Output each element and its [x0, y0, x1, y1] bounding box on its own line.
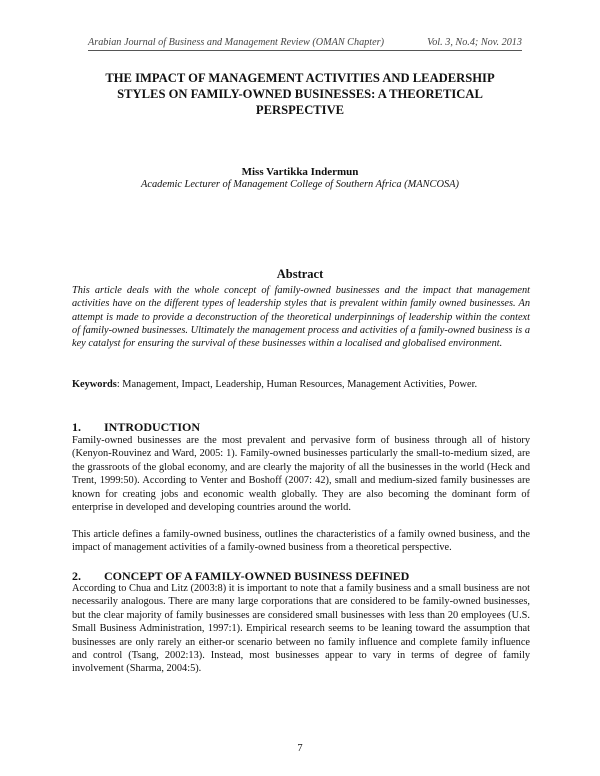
- author-name: Miss Vartikka Indermun: [241, 166, 359, 178]
- concept-paragraph-1: According to Chua and Litz (2003:8) it is important to note that a family business and a small business are not necessarily analogous. There are many large corporations that are considered to be family-owned businesses, but the clear majority of family businesses are considered small businesses with less than 20 employees (U.S. Small Business Administration, 1997:1). Empirical research seems to be leaning toward the assumption that businesses are only rarely an either-or scenario between no family influence and complete family influence and control (Tsang, 2002:13). Instead, most businesses appear to vary in terms of degree of family involvement (Sharma, 2004:5).: [72, 583, 530, 675]
- section-title: CONCEPT OF A FAMILY-OWNED BUSINESS DEFINED: [104, 569, 410, 583]
- section-title: INTRODUCTION: [104, 420, 201, 434]
- abstract-heading: Abstract: [276, 267, 324, 281]
- keywords-text: : Management, Impact, Leadership, Human Resources, Management Activities, Power.: [116, 379, 478, 390]
- running-header: [88, 37, 522, 51]
- header-rule: [88, 50, 522, 51]
- section-number: 1.: [72, 420, 81, 434]
- keywords: [72, 378, 530, 392]
- abstract-text: This article deals with the whole concept of family-owned businesses and the impact that management activities have on the different types of leadership styles that is prevalent within family owned businesses. An attempt is made to provide a deconstruction of the theoretical underpinnings of leadership within the context of family-owned businesses. Ultimately the management process and activities of a family-owned business is a key catalyst for ensuring the survival of these businesses within a localised and globalised environment.: [72, 285, 530, 350]
- journal-name: Arabian Journal of Business and Management Review (OMAN Chapter): [88, 37, 384, 48]
- issue-info: Vol. 3, No.4; Nov. 2013: [427, 37, 522, 48]
- intro-paragraph-2: This article defines a family-owned business, outlines the characteristics of a family owned business, and the impact of management activities of a family-owned business from a theoretical perspective.: [72, 529, 530, 554]
- page-number: 7: [297, 743, 303, 754]
- paper-title: THE IMPACT OF MANAGEMENT ACTIVITIES AND LEADERSHIP STYLES ON FAMILY-OWNED BUSINESSES: A THEORETICAL PERSPECTIVE: [105, 71, 495, 117]
- intro-paragraph-1: Family-owned businesses are the most prevalent and pervasive form of business through all of history (Kenyon-Rouvinez and Ward, 2005: 1). Family-owned businesses particularly the small-to-medium sized, are the grassroots of the global economy, and are clearly the majority of all the businesses in the world (Heck and Trent, 1999:50). According to Venter and Boshoff (2007: 42), small and medium-sized family businesses are known for creating jobs and economic wealth globally. They are also becoming the dominant form of enterprise in developed and developing countries around the world.: [72, 435, 530, 514]
- section-heading-introduction: [72, 420, 200, 435]
- keywords-label: Keywords: [72, 379, 117, 390]
- author-affiliation: Academic Lecturer of Management College of Southern Africa (MANCOSA): [140, 179, 459, 190]
- section-number: 2.: [72, 569, 81, 583]
